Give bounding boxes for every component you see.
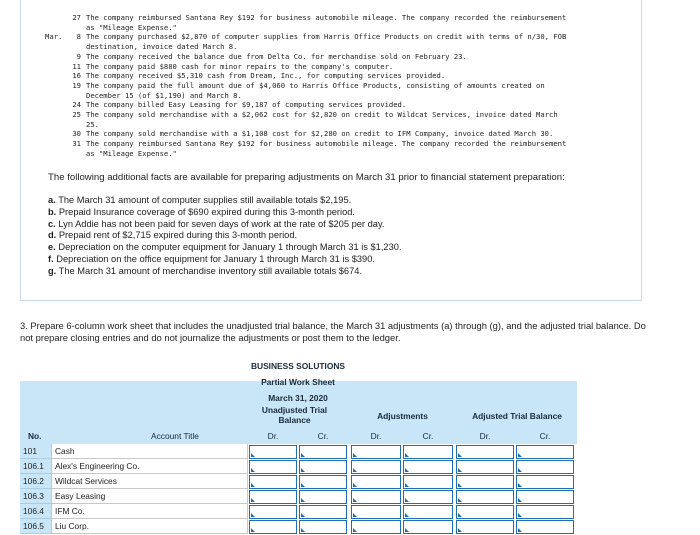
- fact-letter: c.: [48, 218, 56, 229]
- cell-marker-icon: [518, 468, 522, 472]
- adjustment-fact: [48, 242, 402, 254]
- transaction-month: [45, 52, 69, 62]
- cell-marker-icon: [458, 513, 462, 517]
- cell-marker-icon: [353, 453, 357, 457]
- fact-text: Prepaid rent of $2,715 expired during this 3-month period.: [58, 230, 298, 241]
- cell-marker-icon: [301, 468, 305, 472]
- transaction-line: [45, 139, 635, 149]
- ws-title: Partial Work Sheet: [261, 377, 335, 387]
- cell-marker-icon: [405, 483, 409, 487]
- unadj-cr-input[interactable]: [299, 460, 347, 474]
- ws-col-unadj-dr: Dr.: [267, 431, 279, 441]
- adjustments-intro: The following additional facts are available for preparing adjustments on March 31 prior to financial statement preparation:: [48, 172, 565, 183]
- adjtb-dr-input[interactable]: [456, 445, 514, 459]
- account-number: 106.4: [20, 504, 52, 519]
- transaction-month: [45, 149, 69, 159]
- transaction-line: [45, 13, 635, 23]
- account-number: 106.2: [20, 474, 52, 489]
- unadj-dr-input[interactable]: [249, 505, 297, 519]
- transaction-text: The company received the balance due from Delta Co. for merchandise sold on February 23.: [86, 51, 467, 61]
- account-title: Alex's Engineering Co.: [52, 459, 248, 474]
- ws-col-account-title: Account Title: [151, 431, 199, 441]
- fact-text: Lyn Addie has not been paid for seven days of work at the rate of $205 per day.: [58, 218, 385, 229]
- cell-marker-icon: [301, 528, 305, 532]
- fact-letter: f.: [48, 253, 54, 264]
- transaction-day: 11: [72, 61, 81, 71]
- transaction-line: [45, 120, 635, 130]
- cell-marker-icon: [301, 453, 305, 457]
- transaction-line: [45, 149, 635, 159]
- transaction-month: [45, 81, 69, 91]
- cell-marker-icon: [405, 528, 409, 532]
- adjustment-fact: [48, 266, 402, 278]
- adjtb-cr-input[interactable]: [516, 505, 574, 519]
- transaction-day: [69, 42, 81, 52]
- cell-marker-icon: [353, 483, 357, 487]
- transaction-month: [45, 23, 69, 33]
- transaction-day: 24: [72, 100, 81, 110]
- fact-letter: e.: [48, 242, 56, 253]
- ws-col-unadj-cr: Cr.: [317, 431, 329, 441]
- transaction-day: 30: [72, 129, 81, 139]
- transaction-line: [45, 32, 635, 42]
- adj-dr-input[interactable]: [351, 520, 401, 534]
- ws-col-no: No.: [28, 431, 42, 441]
- cell-marker-icon: [353, 498, 357, 502]
- table-row: [20, 459, 577, 474]
- adjustment-fact: [48, 219, 402, 231]
- transaction-day: 27: [72, 13, 81, 22]
- ws-company: BUSINESS SOLUTIONS: [251, 361, 345, 371]
- account-title: Liu Corp.: [52, 519, 248, 534]
- adjtb-dr-input[interactable]: [456, 490, 514, 504]
- unadj-dr-input[interactable]: [249, 460, 297, 474]
- cell-marker-icon: [405, 468, 409, 472]
- transaction-line: [45, 62, 635, 72]
- transaction-month: [45, 139, 69, 149]
- unadj-cr-input[interactable]: [299, 445, 347, 459]
- account-number: 106.1: [20, 459, 52, 474]
- cell-marker-icon: [518, 483, 522, 487]
- adjustment-fact: [48, 207, 402, 219]
- transaction-month: [45, 42, 69, 52]
- cell-marker-icon: [518, 528, 522, 532]
- adjustment-fact: [48, 195, 402, 207]
- fact-letter: b.: [48, 206, 57, 217]
- cell-marker-icon: [405, 498, 409, 502]
- adj-dr-input[interactable]: [351, 475, 401, 489]
- transaction-line: [45, 91, 635, 101]
- transaction-line: [45, 42, 635, 52]
- cell-marker-icon: [353, 513, 357, 517]
- account-number: 106.3: [20, 489, 52, 504]
- adjtb-dr-input[interactable]: [456, 475, 514, 489]
- transaction-line: [45, 100, 635, 110]
- cell-marker-icon: [301, 513, 305, 517]
- cell-marker-icon: [458, 453, 462, 457]
- fact-letter: g.: [48, 265, 57, 276]
- transaction-month: [45, 100, 69, 110]
- transaction-day: 25: [72, 110, 81, 120]
- adjtb-dr-input[interactable]: [456, 505, 514, 519]
- transaction-line: [45, 110, 635, 120]
- ws-group-unadjusted: Unadjusted Trial Balance: [261, 405, 328, 425]
- table-row: [20, 444, 577, 459]
- transaction-text: The company paid $880 cash for minor repairs to the company's computer.: [86, 61, 394, 71]
- transaction-day: 8: [76, 32, 81, 42]
- transaction-day: [69, 120, 81, 130]
- adj-cr-input[interactable]: [403, 475, 453, 489]
- transaction-month: [45, 110, 69, 120]
- transaction-month: Mar.: [45, 32, 63, 42]
- transaction-month: [45, 62, 69, 72]
- transaction-text: destination, invoice dated March 8.: [86, 42, 238, 52]
- unadj-dr-input[interactable]: [249, 490, 297, 504]
- transaction-text: The company sold merchandise with a $2,062 cost for $2,820 on credit to Wildcat Services, invoice dated March: [86, 110, 558, 120]
- transaction-text: The company received $5,310 cash from Dream, Inc., for computing services provided.: [86, 71, 446, 81]
- fact-text: Depreciation on the computer equipment for January 1 through March 31 is $1,230.: [58, 242, 402, 253]
- cell-marker-icon: [301, 498, 305, 502]
- ws-date: March 31, 2020: [268, 393, 328, 403]
- transaction-text: The company reimbursed Santana Rey $192 for business automobile mileage. The company recorded the reimbursement: [86, 139, 567, 149]
- transaction-month: [45, 91, 69, 101]
- cell-marker-icon: [458, 483, 462, 487]
- fact-letter: a.: [48, 195, 56, 205]
- transaction-line: [45, 23, 635, 33]
- ws-group-adjusted-tb: Adjusted Trial Balance: [472, 411, 562, 421]
- transaction-text: The company reimbursed Santana Rey $192 for business automobile mileage. The company recorded the reimbursement: [86, 13, 567, 22]
- adj-dr-input[interactable]: [351, 460, 401, 474]
- table-row: [20, 489, 577, 504]
- table-row: [20, 474, 577, 489]
- table-row: [20, 519, 577, 534]
- adj-cr-input[interactable]: [403, 490, 453, 504]
- fact-text: Depreciation on the office equipment for January 1 through March 31 is $390.: [56, 253, 375, 264]
- adjustment-fact: [48, 254, 402, 266]
- unadj-cr-input[interactable]: [299, 520, 347, 534]
- transaction-text: The company paid the full amount due of $4,060 to Harris Office Products, consisting of amounts created on: [86, 80, 545, 90]
- transaction-text: December 15 (of $1,190) and March 8.: [86, 90, 242, 100]
- unadj-cr-input[interactable]: [299, 475, 347, 489]
- ws-col-adjtb-cr: Cr.: [539, 431, 551, 441]
- transaction-day: [69, 149, 81, 159]
- cell-marker-icon: [251, 483, 255, 487]
- cell-marker-icon: [458, 498, 462, 502]
- adjtb-cr-input[interactable]: [516, 475, 574, 489]
- ws-col-adj-cr: Cr.: [422, 431, 434, 441]
- fact-text: Prepaid Insurance coverage of $690 expired during this 3-month period.: [58, 206, 355, 217]
- transaction-day: 31: [72, 139, 81, 149]
- transaction-line: [45, 81, 635, 91]
- adjtb-dr-input[interactable]: [456, 520, 514, 534]
- unadj-cr-input[interactable]: [299, 490, 347, 504]
- adj-dr-input[interactable]: [351, 490, 401, 504]
- account-title: IFM Co.: [52, 504, 248, 519]
- transaction-day: 16: [72, 71, 81, 81]
- transaction-month: [45, 71, 69, 81]
- transaction-day: [69, 23, 81, 33]
- cell-marker-icon: [251, 498, 255, 502]
- transaction-day: 19: [72, 80, 81, 90]
- fact-letter: d.: [48, 230, 57, 241]
- cell-marker-icon: [458, 528, 462, 532]
- adj-cr-input[interactable]: [403, 520, 453, 534]
- cell-marker-icon: [518, 453, 522, 457]
- account-number: 101: [20, 444, 52, 459]
- transaction-text: as "Mileage Expense.": [86, 22, 177, 32]
- account-number: 106.5: [20, 519, 52, 534]
- transaction-month: [45, 13, 69, 23]
- fact-text: The March 31 amount of computer supplies still available totals $2,195.: [58, 195, 352, 205]
- adjtb-dr-input[interactable]: [456, 460, 514, 474]
- adjtb-cr-input[interactable]: [516, 520, 574, 534]
- cell-marker-icon: [251, 468, 255, 472]
- ws-group-adjustments: Adjustments: [377, 411, 428, 421]
- transaction-text: 25.: [86, 119, 99, 129]
- transaction-line: [45, 71, 635, 81]
- transactions-list: [45, 13, 635, 159]
- transaction-text: The company sold merchandise with a $1,108 cost for $2,280 on credit to IFM Company, invoice dated March 30.: [86, 129, 554, 139]
- unadj-dr-input[interactable]: [249, 520, 297, 534]
- cell-marker-icon: [353, 468, 357, 472]
- cell-marker-icon: [518, 513, 522, 517]
- adjtb-cr-input[interactable]: [516, 490, 574, 504]
- transaction-month: [45, 129, 69, 139]
- transaction-text: The company billed Easy Leasing for $9,187 of computing services provided.: [86, 100, 407, 110]
- adj-cr-input[interactable]: [403, 460, 453, 474]
- account-title: Cash: [52, 444, 248, 459]
- transaction-line: [45, 52, 635, 62]
- transaction-month: [45, 120, 69, 130]
- table-row: [20, 504, 577, 519]
- transaction-day: 9: [76, 51, 81, 61]
- ws-col-adj-dr: Dr.: [370, 431, 382, 441]
- adj-dr-input[interactable]: [351, 505, 401, 519]
- cell-marker-icon: [458, 468, 462, 472]
- cell-marker-icon: [251, 453, 255, 457]
- adjtb-cr-input[interactable]: [516, 460, 574, 474]
- unadj-dr-input[interactable]: [249, 445, 297, 459]
- adjustment-fact: [48, 230, 402, 242]
- adj-cr-input[interactable]: [403, 505, 453, 519]
- question-3: 3. Prepare 6-column work sheet that includes the unadjusted trial balance, the March 31 adjustments (a) through (g), and the adjusted trial balance. Do not prepare closing entries and do not journalize the adjustments or post them to the ledger.: [20, 320, 646, 343]
- cell-marker-icon: [353, 528, 357, 532]
- account-title: Easy Leasing: [52, 489, 248, 504]
- unadj-dr-input[interactable]: [249, 475, 297, 489]
- adjustment-facts: [48, 195, 402, 278]
- cell-marker-icon: [251, 528, 255, 532]
- unadj-cr-input[interactable]: [299, 505, 347, 519]
- transaction-day: [69, 91, 81, 101]
- cell-marker-icon: [405, 453, 409, 457]
- cell-marker-icon: [301, 483, 305, 487]
- ws-col-adjtb-dr: Dr.: [479, 431, 491, 441]
- account-title: Wildcat Services: [52, 474, 248, 489]
- adjtb-cr-input[interactable]: [516, 445, 574, 459]
- cell-marker-icon: [405, 513, 409, 517]
- transaction-text: as "Mileage Expense.": [86, 148, 177, 158]
- transaction-text: The company purchased $2,870 of computer supplies from Harris Office Products on credit with terms of n/30, FOB: [86, 32, 567, 42]
- adj-cr-input[interactable]: [403, 445, 453, 459]
- cell-marker-icon: [251, 513, 255, 517]
- fact-text: The March 31 amount of merchandise inventory still available totals $674.: [58, 265, 363, 276]
- adj-dr-input[interactable]: [351, 445, 401, 459]
- transaction-line: [45, 129, 635, 139]
- cell-marker-icon: [518, 498, 522, 502]
